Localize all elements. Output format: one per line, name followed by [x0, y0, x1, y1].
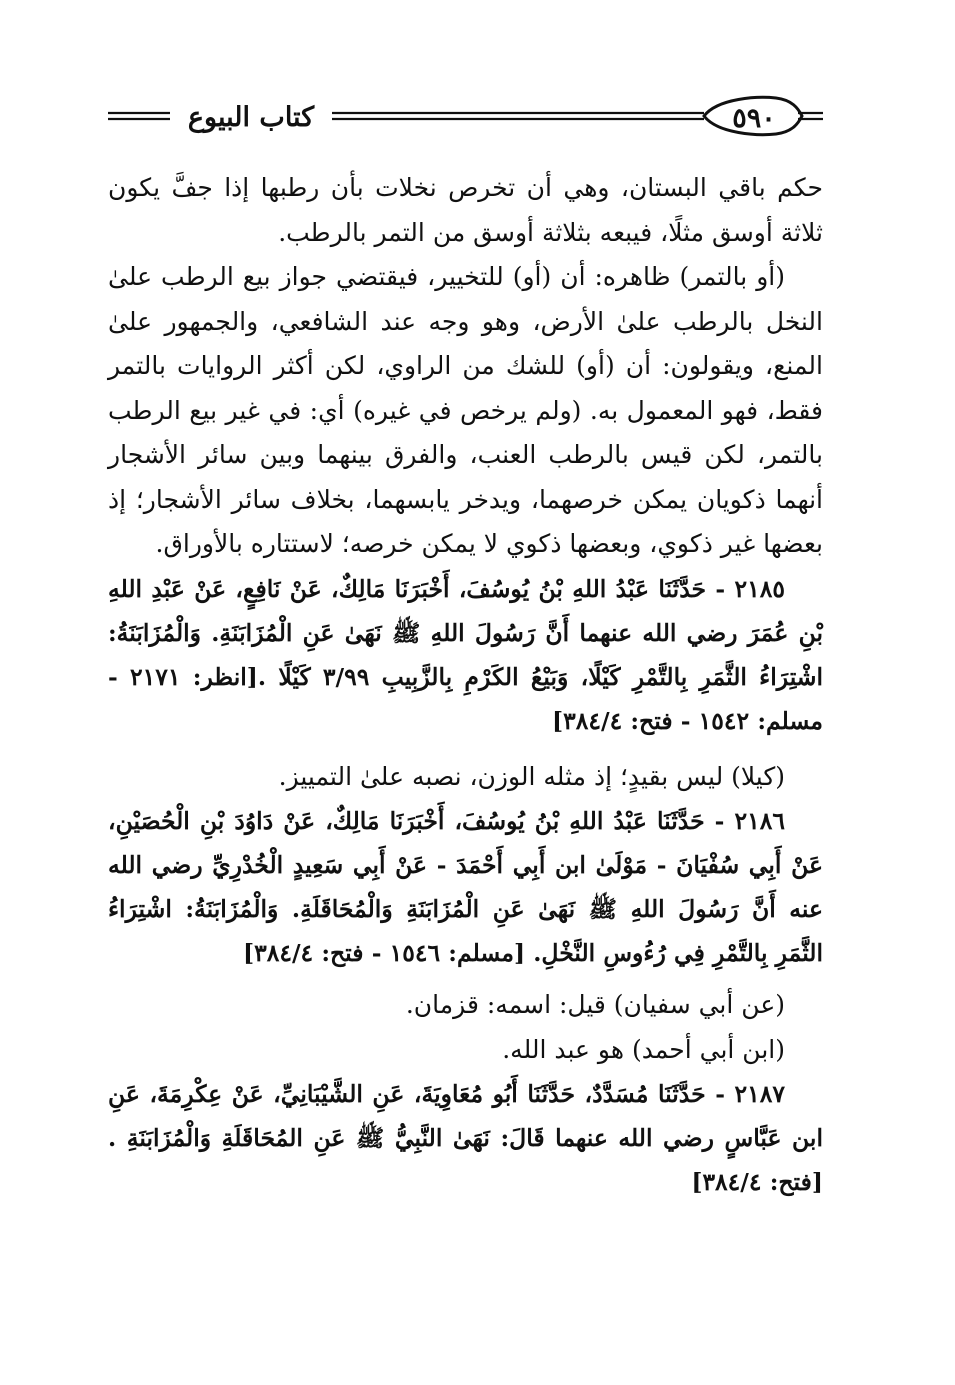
commentary-paragraph: (ابن أبي أحمد) هو عبد الله. — [502, 1034, 785, 1064]
running-title: كتاب البيوع — [187, 102, 315, 133]
page-body — [108, 166, 823, 1204]
commentary-paragraph: (كيلا) ليس بقيدٍ؛ إذ مثله الوزن، نصبه علىٰ التمييز. — [278, 761, 785, 791]
commentary-paragraph: (أو بالتمر) ظاهره: أن (أو) للتخيير، فيقتضي جواز بيع الرطب علىٰ النخل بالرطب علىٰ الأرض، وهو وجه عند الشافعي، والجمهور علىٰ المنع، ويقولون: أن (أو) للشك من الراوي، لكن أكثر الروايات بالتمر فقط، فهو المعمول به. (ولم يرخص في غيره) أي: في غير بيع الرطب بالتمر، لكن قيس بالرطب العنب، والفرق بينهما وبين سائر الأشجار أنهما ذكويان يمكن خرصهما، ويدخر يابسهما، بخلاف سائر الأشجار؛ إذ بعضها غير ذكوي، وبعضها ذكوي لا يمكن خرصه؛ لاستتاره بالأوراق. — [108, 262, 823, 558]
commentary-paragraph: حكم باقي البستان، وهي أن تخرص نخلات بأن رطبها إذا جفَّ يكون ثلاثة أوسق مثلًا، فيبعه بثلاثة أوسق من التمر بالرطب. — [108, 173, 823, 247]
page-number: ٥٩٠ — [732, 103, 776, 134]
commentary-paragraph: (عن أبي سفيان) قيل: اسمه: قزمان. — [405, 990, 785, 1019]
hadith-text: ٢١٨٦ - حَدَّثَنَا عَبْدُ اللهِ بْنُ يُوسُفَ، أَخْبَرَنَا مَالِكٌ، عَنْ دَاوُدَ بْنِ الْحُصَيْنِ، عَنْ أَبِي سُفْيَانَ - مَوْلَىٰ ابن أَبِي أَحْمَدَ - عَنْ أَبِي سَعِيدٍ الْخُدْرِيِّ رضي الله عنه أَنَّ رَسُولَ اللهِ ﷺ نَهَىٰ عَنِ الْمُزَابَنَةِ وَالْمُحَاقَلَةِ. وَالْمُزَابَنَةُ: اشْتِرَاءُ الثَّمَرِ بِالتَّمْرِ فِي رُءُوسِ النَّخْلِ. [مسلم: ١٥٤٦ - فتح: ٣٨٤/٤] — [108, 807, 823, 967]
spacer — [108, 975, 823, 983]
hadith-text: ٢١٨٥ - حَدَّثَنَا عَبْدُ اللهِ بْنُ يُوسُفَ، أَخْبَرَنَا مَالِكٌ، عَنْ نَافِعٍ، عَنْ عَبْدِ اللهِ بْنِ عُمَرَ رضي الله عنهما أَنَّ رَسُولَ اللهِ ﷺ نَهَىٰ عَنِ الْمُزَابَنَةِ. وَالْمُزَابَنَةُ: اشْتِرَاءُ الثَّمَرِ بِالتَّمْرِ كَيْلًا، وَبَيْعُ الكَرْمِ بِالزَّبِيبِ ٣/٩٩ كَيْلًا .[انظر: ٢١٧١ - مسلم: ١٥٤٢ - فتح: ٣٨٤/٤] — [108, 574, 824, 735]
hadith-text: ٢١٨٧ - حَدَّثَنَا مُسَدَّدٌ، حَدَّثَنَا أَبُو مُعَاوِيَةَ، عَنِ الشَّيْبَانِيِّ، عَنْ عِكْرِمَةَ، عَنِ ابن عَبَّاسٍ رضي الله عنهما قَالَ: نَهَىٰ النَّبِيُّ ﷺ عَنِ المُحَاقَلَةِ وَالْمُزَابَنَةِ .[فتح: ٣٨٤/٤] — [108, 1080, 823, 1196]
